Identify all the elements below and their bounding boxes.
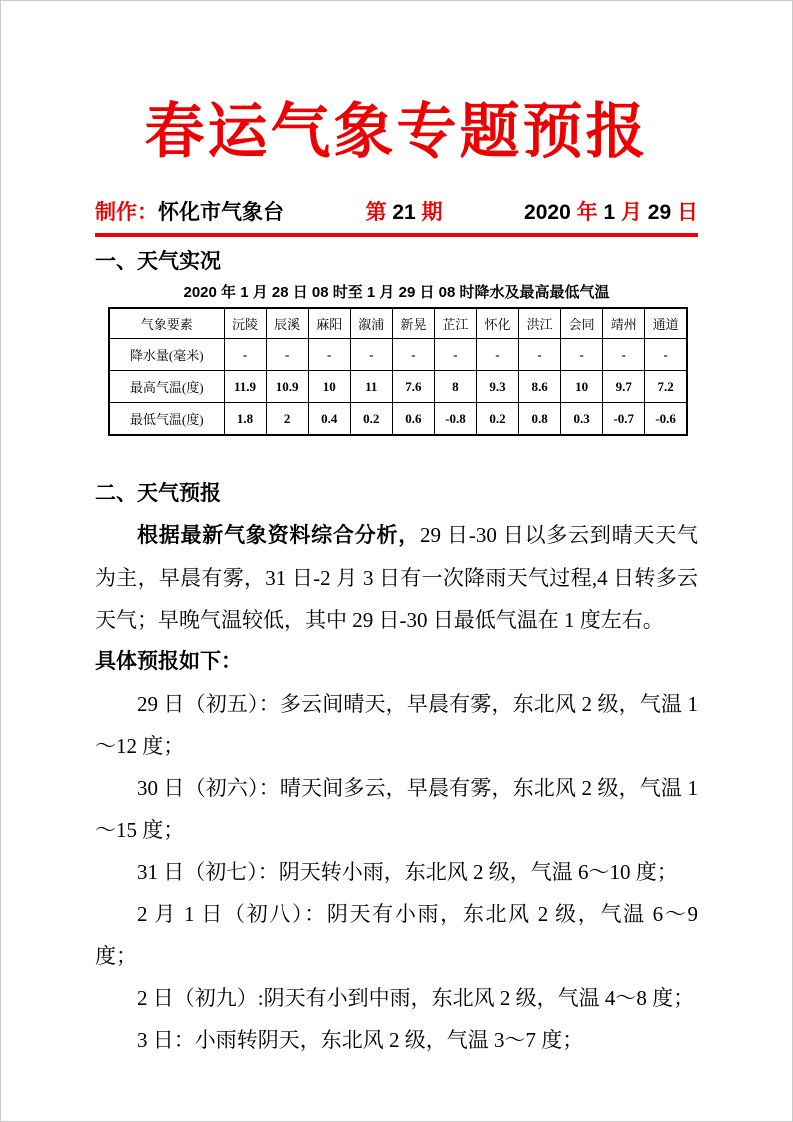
forecast-detail-heading: 具体预报如下： — [95, 650, 242, 673]
issue-prefix: 第 — [365, 201, 393, 224]
row-label: 最高气温(度) — [109, 371, 224, 403]
table-row-min-temp — [109, 403, 687, 436]
forecast-summary-lead: 根据最新气象资料综合分析， — [137, 524, 421, 547]
table-cell: 0.4 — [308, 403, 350, 436]
table-cell: - — [603, 339, 645, 371]
table-header-cell: 辰溪 — [266, 308, 308, 339]
table-cell: 10 — [308, 371, 350, 403]
issue-value: 21 — [392, 201, 416, 224]
masthead-rule — [95, 233, 698, 237]
date-month-unit: 月 — [615, 201, 648, 224]
issue-suffix: 期 — [415, 201, 443, 224]
table-cell: 0.6 — [392, 403, 434, 436]
table-cell: 11.9 — [224, 371, 266, 403]
table-cell: 2 — [266, 403, 308, 436]
weather-table-title: 2020 年 1 月 28 日 08 时至 1 月 29 日 08 时降水及最高最低气温 — [183, 284, 610, 301]
table-header-cell: 洪江 — [519, 308, 561, 339]
table-cell: 9.3 — [476, 371, 518, 403]
table-cell: 10.9 — [266, 371, 308, 403]
section2-heading: 二、天气预报 — [95, 482, 221, 505]
table-cell: - — [476, 339, 518, 371]
date-month: 1 — [603, 201, 616, 224]
table-cell: - — [645, 339, 687, 371]
forecast-summary-paragraph — [95, 514, 698, 641]
table-header-cell: 麻阳 — [308, 308, 350, 339]
masthead-info-line — [95, 199, 698, 227]
forecast-list — [95, 683, 698, 1061]
table-header-cell: 溆浦 — [350, 308, 392, 339]
row-label: 最低气温(度) — [109, 403, 224, 436]
producer — [95, 199, 284, 227]
weather-table — [108, 307, 688, 436]
table-cell: 9.7 — [603, 371, 645, 403]
table-header-cell: 会同 — [561, 308, 603, 339]
table-cell: - — [434, 339, 476, 371]
table-header-cell: 怀化 — [476, 308, 518, 339]
table-cell: -0.6 — [645, 403, 687, 436]
table-cell: - — [392, 339, 434, 371]
table-header-cell: 气象要素 — [109, 308, 224, 339]
issue-date — [524, 199, 698, 227]
table-cell: 0.8 — [519, 403, 561, 436]
table-cell: - — [308, 339, 350, 371]
table-cell: - — [350, 339, 392, 371]
table-cell: 0.2 — [350, 403, 392, 436]
forecast-item-feb2: 2 日（初九）:阴天有小到中雨，东北风 2 级，气温 4～8 度； — [137, 986, 695, 1010]
date-day-unit: 日 — [671, 201, 698, 224]
table-cell: 8.6 — [519, 371, 561, 403]
date-day: 29 — [647, 201, 672, 224]
date-year-unit: 年 — [570, 201, 604, 224]
table-cell: 1.8 — [224, 403, 266, 436]
table-header-cell: 新晃 — [392, 308, 434, 339]
table-row-max-temp — [109, 371, 687, 403]
section1-heading: 一、天气实况 — [95, 250, 221, 273]
table-header-cell: 靖州 — [603, 308, 645, 339]
date-year: 2020 — [524, 201, 571, 224]
document-title: 春运气象专题预报 — [144, 99, 649, 165]
table-cell: 11 — [350, 371, 392, 403]
row-label: 降水量(毫米) — [109, 339, 224, 371]
forecast-item-day30: 30 日（初六）：晴天间多云，早晨有雾，东北风 2 级，气温 1～15 度； — [95, 776, 698, 842]
table-cell: - — [224, 339, 266, 371]
producer-name: 怀化市气象台 — [158, 201, 284, 224]
issue-number — [366, 199, 443, 227]
producer-label: 制作： — [95, 201, 158, 224]
table-cell: 10 — [561, 371, 603, 403]
table-cell: -0.7 — [603, 403, 645, 436]
table-cell: 0.2 — [476, 403, 518, 436]
table-header-cell: 沅陵 — [224, 308, 266, 339]
table-cell: 7.2 — [645, 371, 687, 403]
forecast-item-feb1: 2 月 1 日（初八）：阴天有小雨，东北风 2 级，气温 6～9 度； — [95, 902, 698, 968]
forecast-item-day29: 29 日（初五）：多云间晴天，早晨有雾，东北风 2 级，气温 1～12 度； — [95, 692, 698, 758]
table-header-cell: 通道 — [645, 308, 687, 339]
table-cell: 0.3 — [561, 403, 603, 436]
table-header-row — [109, 308, 687, 339]
table-cell: 8 — [434, 371, 476, 403]
forecast-item-feb3: 3 日：小雨转阴天，东北风 2 级，气温 3～7 度； — [137, 1028, 584, 1052]
table-cell: -0.8 — [434, 403, 476, 436]
table-header-cell: 芷江 — [434, 308, 476, 339]
table-cell: - — [519, 339, 561, 371]
document-content — [1, 85, 792, 1061]
forecast-summary-text: 29 日-30 日以多云到晴天天气为主，早晨有雾，31 日-2 月 3 日有一次降雨天气过程,4 日转多云天气；早晚气温较低，其中 29 日-30 日最低气温在 1 度左右。 — [95, 523, 699, 632]
table-row-precipitation — [109, 339, 687, 371]
forecast-item-day31: 31 日（初七）：阴天转小雨，东北风 2 级，气温 6～10 度； — [137, 860, 678, 884]
table-cell: - — [561, 339, 603, 371]
table-cell: 7.6 — [392, 371, 434, 403]
table-cell: - — [266, 339, 308, 371]
